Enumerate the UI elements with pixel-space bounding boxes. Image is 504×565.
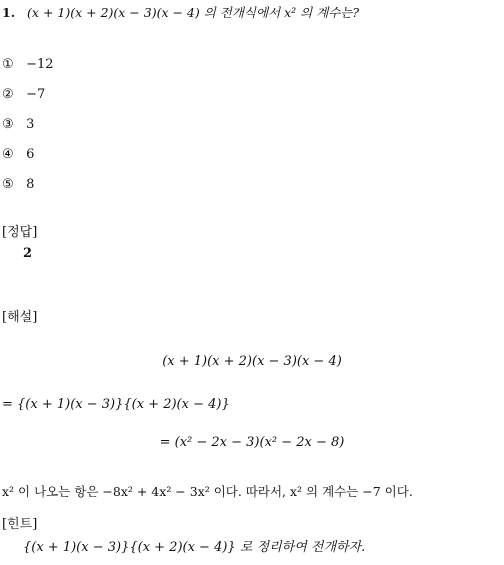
option-1-value: −12 [26,57,54,72]
option-4-mark: ④ [2,147,14,162]
option-4-value: 6 [26,147,35,162]
solution-label: [해설] [2,310,38,325]
option-4[interactable] [2,147,34,163]
option-2[interactable] [2,87,45,103]
option-3[interactable] [2,117,34,133]
answer-value: 2 [23,246,33,261]
solution-explanation: x² 이 나오는 항은 −8x² + 4x² − 3x² 이다. 따라서, x² 의 계수는 −7 이다. [2,484,413,499]
option-5-value: 8 [26,177,35,192]
solution-equation-1: (x + 1)(x + 2)(x − 3)(x − 4) [162,354,342,369]
option-1-mark: ① [2,57,14,72]
question-number: 1. [2,5,16,20]
answer-label: [정답] [2,225,38,240]
hint-text: {(x + 1)(x − 3)}{(x + 2)(x − 4)} 로 정리하여 전개하자. [23,540,366,555]
option-5-mark: ⑤ [2,177,14,192]
option-2-value: −7 [26,87,46,102]
option-1[interactable] [2,57,54,73]
solution-equation-2: = {(x + 1)(x − 3)}{(x + 2)(x − 4)} [2,397,230,412]
question-line [2,5,359,20]
question-text: (x + 1)(x + 2)(x − 3)(x − 4) 의 전개식에서 x² 의 계수는? [27,5,360,20]
hint-label: [힌트] [2,517,38,532]
option-3-mark: ③ [2,117,14,132]
solution-equation-3: = (x² − 2x − 3)(x² − 2x − 8) [159,435,345,450]
option-2-mark: ② [2,87,14,102]
option-3-value: 3 [26,117,35,132]
option-5[interactable] [2,177,34,193]
